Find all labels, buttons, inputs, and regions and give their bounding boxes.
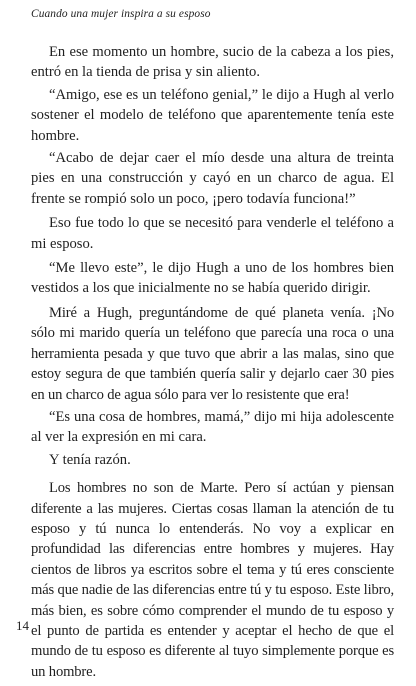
paragraph: Eso fue todo lo que se necesitó para venderle el teléfono a mi esposo. — [31, 215, 394, 252]
paragraph: “Me llevo este”, le dijo Hugh a uno de los hombres bien vestidos a los que inicialmente no se había querido dirigir. — [31, 260, 394, 297]
paragraph: Y tenía razón. — [49, 451, 131, 468]
paragraph: “Acabo de dejar caer el mío desde una altura de treinta pies en una construcción y cayó en un charco de agua. El frente se rompió solo un poco, ¡pero todavía funciona!” — [31, 150, 394, 207]
running-head: Cuando una mujer inspira a su esposo — [31, 8, 211, 20]
paragraph: “Es una cosa de hombres, mamá,” dijo mi hija adolescente al ver la expresión en mi cara. — [31, 408, 394, 446]
page-number: 14 — [16, 618, 29, 633]
paragraph: Miré a Hugh, preguntándome de qué planeta venía. ¡No sólo mi marido quería un teléfono que parecía una roca o una herramienta pesada y que tuvo que abrir a las malas, sino que estoy segura de que también quería salir y dejarlo caer 30 pies en un charco de agua sólo para ver lo resistente que era! — [31, 304, 394, 403]
paragraph: En ese momento un hombre, sucio de la cabeza a los pies, entró en la tienda de prisa y sin aliento. — [31, 44, 394, 81]
paragraph: Los hombres no son de Marte. Pero sí actúan y piensan diferente a las mujeres. Ciertas cosas llaman la atención de tu esposo y tú nunca lo entenderás. No voy a explicar en profundidad las diferencias entre hombres y mujeres. Hay cientos de libros ya escritos sobre el tema y tú eres consciente más que nadie de las diferencias entre tú y tu esposo. Este libro, más bien, es sobre cómo comprender el mundo de tu esposo y el punto de partida es entender y aceptar el hecho de que el mundo de tu esposo es diferente al tuyo simplemente porque es un hombre. — [31, 480, 394, 680]
body-text — [31, 42, 394, 686]
paragraph: “Amigo, ese es un teléfono genial,” le dijo a Hugh al verlo sostener el modelo de teléfono que aparentemente tenía este hombre. — [31, 86, 394, 144]
